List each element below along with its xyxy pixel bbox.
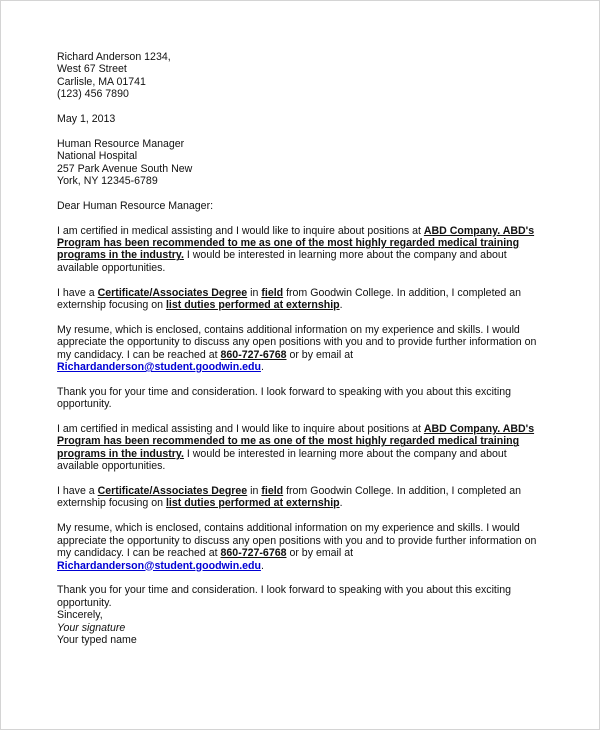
text-run: or by email at	[286, 547, 354, 560]
body-paragraphs	[57, 225, 541, 609]
text-run: Certificate/Associates Degree	[97, 286, 248, 299]
text-run: I have a	[57, 485, 98, 498]
text-run: from Goodwin College. In addition, I completed an externship focusing on	[57, 286, 522, 312]
paragraph-resume-2	[57, 522, 541, 572]
paragraph-resume-1	[57, 324, 541, 374]
text-run: field	[261, 485, 284, 498]
paragraph-education-2	[57, 485, 541, 510]
text-run: I would be interested in learning more about the company and about available opportunities.	[57, 249, 507, 274]
text-line: National Hospital	[57, 150, 138, 163]
text-run: from Goodwin College. In addition, I completed an externship focusing on	[57, 485, 522, 510]
text-run: I have a	[57, 286, 98, 299]
text-run: field	[261, 286, 284, 299]
text-line: Sincerely,	[57, 609, 103, 622]
text-line: Richard Anderson 1234,	[57, 51, 171, 63]
text-line: West 67 Street	[57, 63, 127, 76]
text-run: I am certified in medical assisting and I would like to inquire about positions at	[57, 224, 424, 237]
closing-block	[57, 609, 541, 646]
text-run: I would be interested in learning more about the company and about available opportunities.	[57, 447, 507, 473]
paragraph-inquiry-1	[57, 225, 541, 275]
text-run: or by email at	[286, 348, 354, 361]
email-link[interactable]: Richardanderson@student.goodwin.edu	[57, 559, 261, 572]
text-run: I am certified in medical assisting and I would like to inquire about positions at	[57, 423, 424, 436]
text-line: May 1, 2013	[57, 113, 116, 126]
text-run: list duties performed at externship	[165, 299, 340, 312]
paragraph-thankyou-1	[57, 386, 541, 411]
text-line: Dear Human Resource Manager:	[57, 199, 214, 212]
recipient-address-block	[57, 138, 541, 188]
paragraph-education-1	[57, 287, 541, 312]
text-run: 860-727-6768	[220, 547, 287, 560]
text-run: Certificate/Associates Degree	[97, 485, 248, 498]
text-run: ABD Company. ABD's Program has been recommended to me as one of the most highly regarded medical training programs in the industry.	[57, 423, 535, 460]
text-run: Thank you for your time and consideration. I look forward to speaking with you about this exciting opportunity.	[57, 385, 512, 411]
text-run: .	[260, 361, 264, 374]
text-run: ABD Company. ABD's Program has been recommended to me as one of the most highly regarded medical training programs in the industry.	[57, 224, 535, 262]
letter-body	[57, 51, 541, 646]
text-line: York, NY 12345-6789	[57, 175, 158, 188]
text-line: (123) 456 7890	[57, 88, 129, 101]
text-line: Carlisle, MA 01741	[57, 75, 146, 88]
date-block	[57, 113, 541, 125]
sender-address-block	[57, 51, 541, 101]
paragraph-inquiry-2	[57, 423, 541, 473]
text-line: Your typed name	[57, 633, 137, 646]
text-run: 860-727-6768	[220, 348, 287, 361]
text-line: 257 Park Avenue South New	[57, 162, 193, 175]
email-link[interactable]: Richardanderson@student.goodwin.edu	[57, 361, 261, 374]
text-run: .	[260, 559, 264, 572]
text-run: .	[339, 497, 343, 510]
text-line: Human Resource Manager	[57, 137, 185, 150]
text-run: Thank you for your time and consideration. I look forward to speaking with you about this exciting opportunity.	[57, 584, 512, 609]
text-run: My resume, which is enclosed, contains additional information on my experience and skills. I would appreciate the opportunity to discuss any open positions with you and to provide further information on my candidacy. I can be reached at	[57, 323, 537, 361]
text-line: Your signature	[57, 621, 126, 634]
paragraph-thankyou-2	[57, 584, 541, 609]
text-run: .	[339, 299, 343, 312]
text-run: in	[247, 286, 262, 299]
text-run: in	[247, 485, 262, 498]
text-run: My resume, which is enclosed, contains additional information on my experience and skills. I would appreciate the opportunity to discuss any open positions with you and to provide further information on my candidacy. I can be reached at	[57, 522, 537, 560]
text-run: list duties performed at externship	[165, 497, 340, 510]
salutation-block	[57, 200, 541, 212]
